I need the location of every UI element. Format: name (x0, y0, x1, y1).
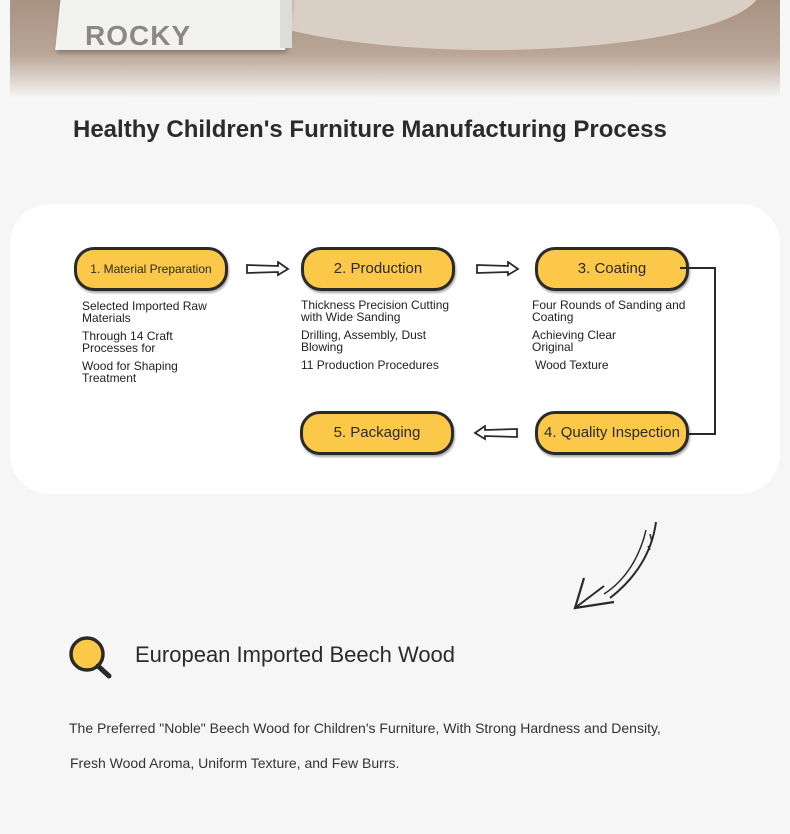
step-3-line: Four Rounds of Sanding and Coating (532, 298, 686, 324)
hero-image (10, 0, 780, 98)
step-2-line: Drilling, Assembly, Dust Blowing (301, 328, 427, 354)
box-label: ROCKY (85, 20, 192, 51)
step-1-line: Wood for Shaping Treatment (82, 359, 178, 385)
step-2-line: Thickness Precision Cutting with Wide Sanding (301, 298, 450, 324)
step-5-pill: 5. Packaging (300, 411, 454, 455)
step-1-line: Selected Imported Raw Materials (82, 299, 207, 325)
step-1-line: Through 14 Craft Processes for (82, 329, 173, 355)
step-1-description (82, 300, 222, 390)
connector-line (680, 266, 720, 438)
step-3-description (532, 299, 702, 377)
step-4-pill: 4. Quality Inspection (535, 411, 689, 455)
step-3-line: Achieving Clear Original (532, 328, 617, 354)
step-3-pill: 3. Coating (535, 247, 689, 291)
step-1-pill: 1. Material Preparation (74, 247, 228, 291)
step-2-pill: 2. Production (301, 247, 455, 291)
process-card (10, 204, 780, 494)
rug-shape (220, 0, 760, 50)
section-description-line-1: The Preferred "Noble" Beech Wood for Children's Furniture, With Strong Hardness and Density, (69, 720, 661, 736)
section-description-line-2: Fresh Wood Aroma, Uniform Texture, and Few Burrs. (70, 755, 400, 771)
step-3-line: Wood Texture (535, 358, 609, 372)
product-box-side (280, 0, 292, 48)
step-2-line: 11 Production Procedures (301, 358, 439, 372)
right-arrow-icon (246, 261, 290, 277)
right-arrow-icon (476, 261, 520, 277)
section-title: European Imported Beech Wood (135, 642, 456, 667)
curved-down-arrow-icon (570, 520, 660, 612)
step-2-description (301, 299, 461, 377)
magnifier-icon (66, 634, 114, 682)
left-arrow-icon (473, 425, 519, 441)
page-title: Healthy Children's Furniture Manufacturing Process (73, 116, 667, 143)
